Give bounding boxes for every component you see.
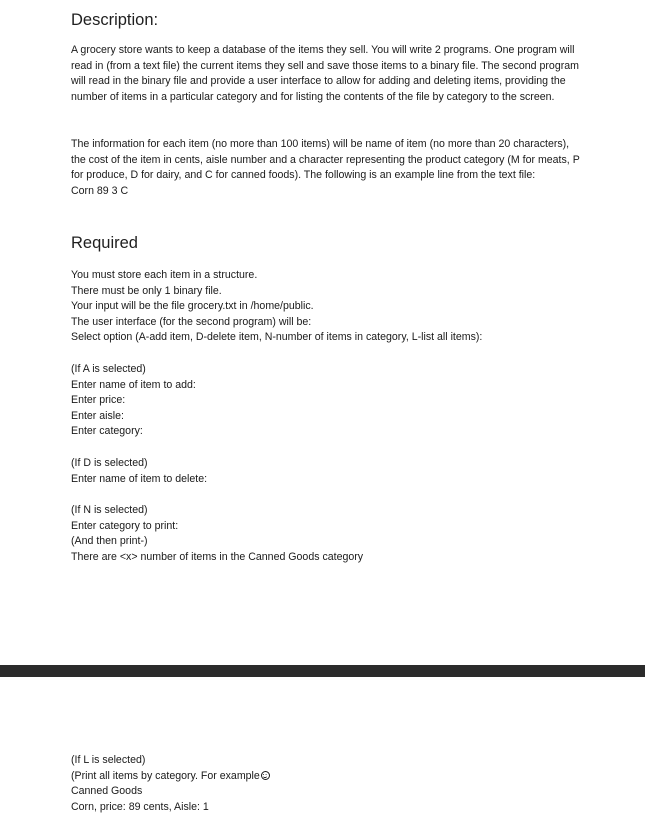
rule-line: Your input will be the file grocery.txt in /home/public. — [71, 300, 314, 313]
rule-line: The user interface (for the second program) will be: — [71, 315, 312, 328]
smiley-icon — [261, 771, 270, 780]
required-section — [71, 233, 581, 253]
option-n-line: Enter category to print: — [71, 519, 179, 532]
option-l-category: Canned Goods — [71, 785, 143, 798]
option-n-line: (And then print-) — [71, 535, 148, 548]
option-n-line: There are <x> number of items in the Canned Goods category — [71, 550, 364, 563]
option-a-line: (If A is selected) — [71, 363, 146, 375]
option-a-line: Enter aisle: — [71, 409, 124, 422]
rule-line: There must be only 1 binary file. — [71, 284, 222, 297]
option-n-line: (If N is selected) — [71, 504, 148, 516]
option-d-line: (If D is selected) — [71, 457, 148, 469]
required-heading: Required — [71, 234, 138, 252]
option-l-item: Corn, price: 89 cents, Aisle: 1 — [71, 800, 209, 813]
document-page-2 — [0, 677, 645, 824]
description-paragraph-2: The information for each item (no more than 100 items) will be name of item (no more than 20 characters), the cost of the item in cents, aisle number and a character representing the product category (M for meats, P for produce, D for dairy, and C for canned foods). The following is an example line from the text file: — [71, 138, 580, 182]
option-a-line: Enter category: — [71, 425, 143, 438]
required-rules — [71, 268, 581, 346]
option-d-block — [71, 456, 581, 487]
description-section — [71, 10, 581, 30]
option-a-block — [71, 362, 581, 440]
option-n-block — [71, 503, 581, 565]
option-l-block — [71, 753, 581, 815]
option-l-print-line — [71, 769, 581, 785]
page-break-divider — [0, 665, 645, 677]
description-heading: Description: — [71, 11, 159, 29]
rule-line: Select option (A-add item, D-delete item, N-number of items in category, L-list all items): — [71, 331, 483, 344]
rule-line: You must store each item in a structure. — [71, 269, 258, 281]
option-a-line: Enter price: — [71, 394, 126, 407]
option-d-line: Enter name of item to delete: — [71, 472, 208, 485]
example-line: Corn 89 3 C — [71, 184, 129, 197]
option-l-print-text: (Print all items by category. For example — [71, 769, 260, 782]
description-paragraph-1: A grocery store wants to keep a database of the items they sell. You will write 2 programs. One program will read in (from a text file) the current items they sell and save those items to a binary file. The second program will read in the binary file and provide a user interface to allow for adding and deleting items, providing the number of items in a particular category and for listing the contents of the file by category to the screen. — [71, 44, 579, 103]
option-l-selected: (If L is selected) — [71, 754, 146, 766]
item-info-body — [71, 137, 581, 199]
option-a-line: Enter name of item to add: — [71, 378, 196, 391]
description-body — [71, 43, 581, 105]
